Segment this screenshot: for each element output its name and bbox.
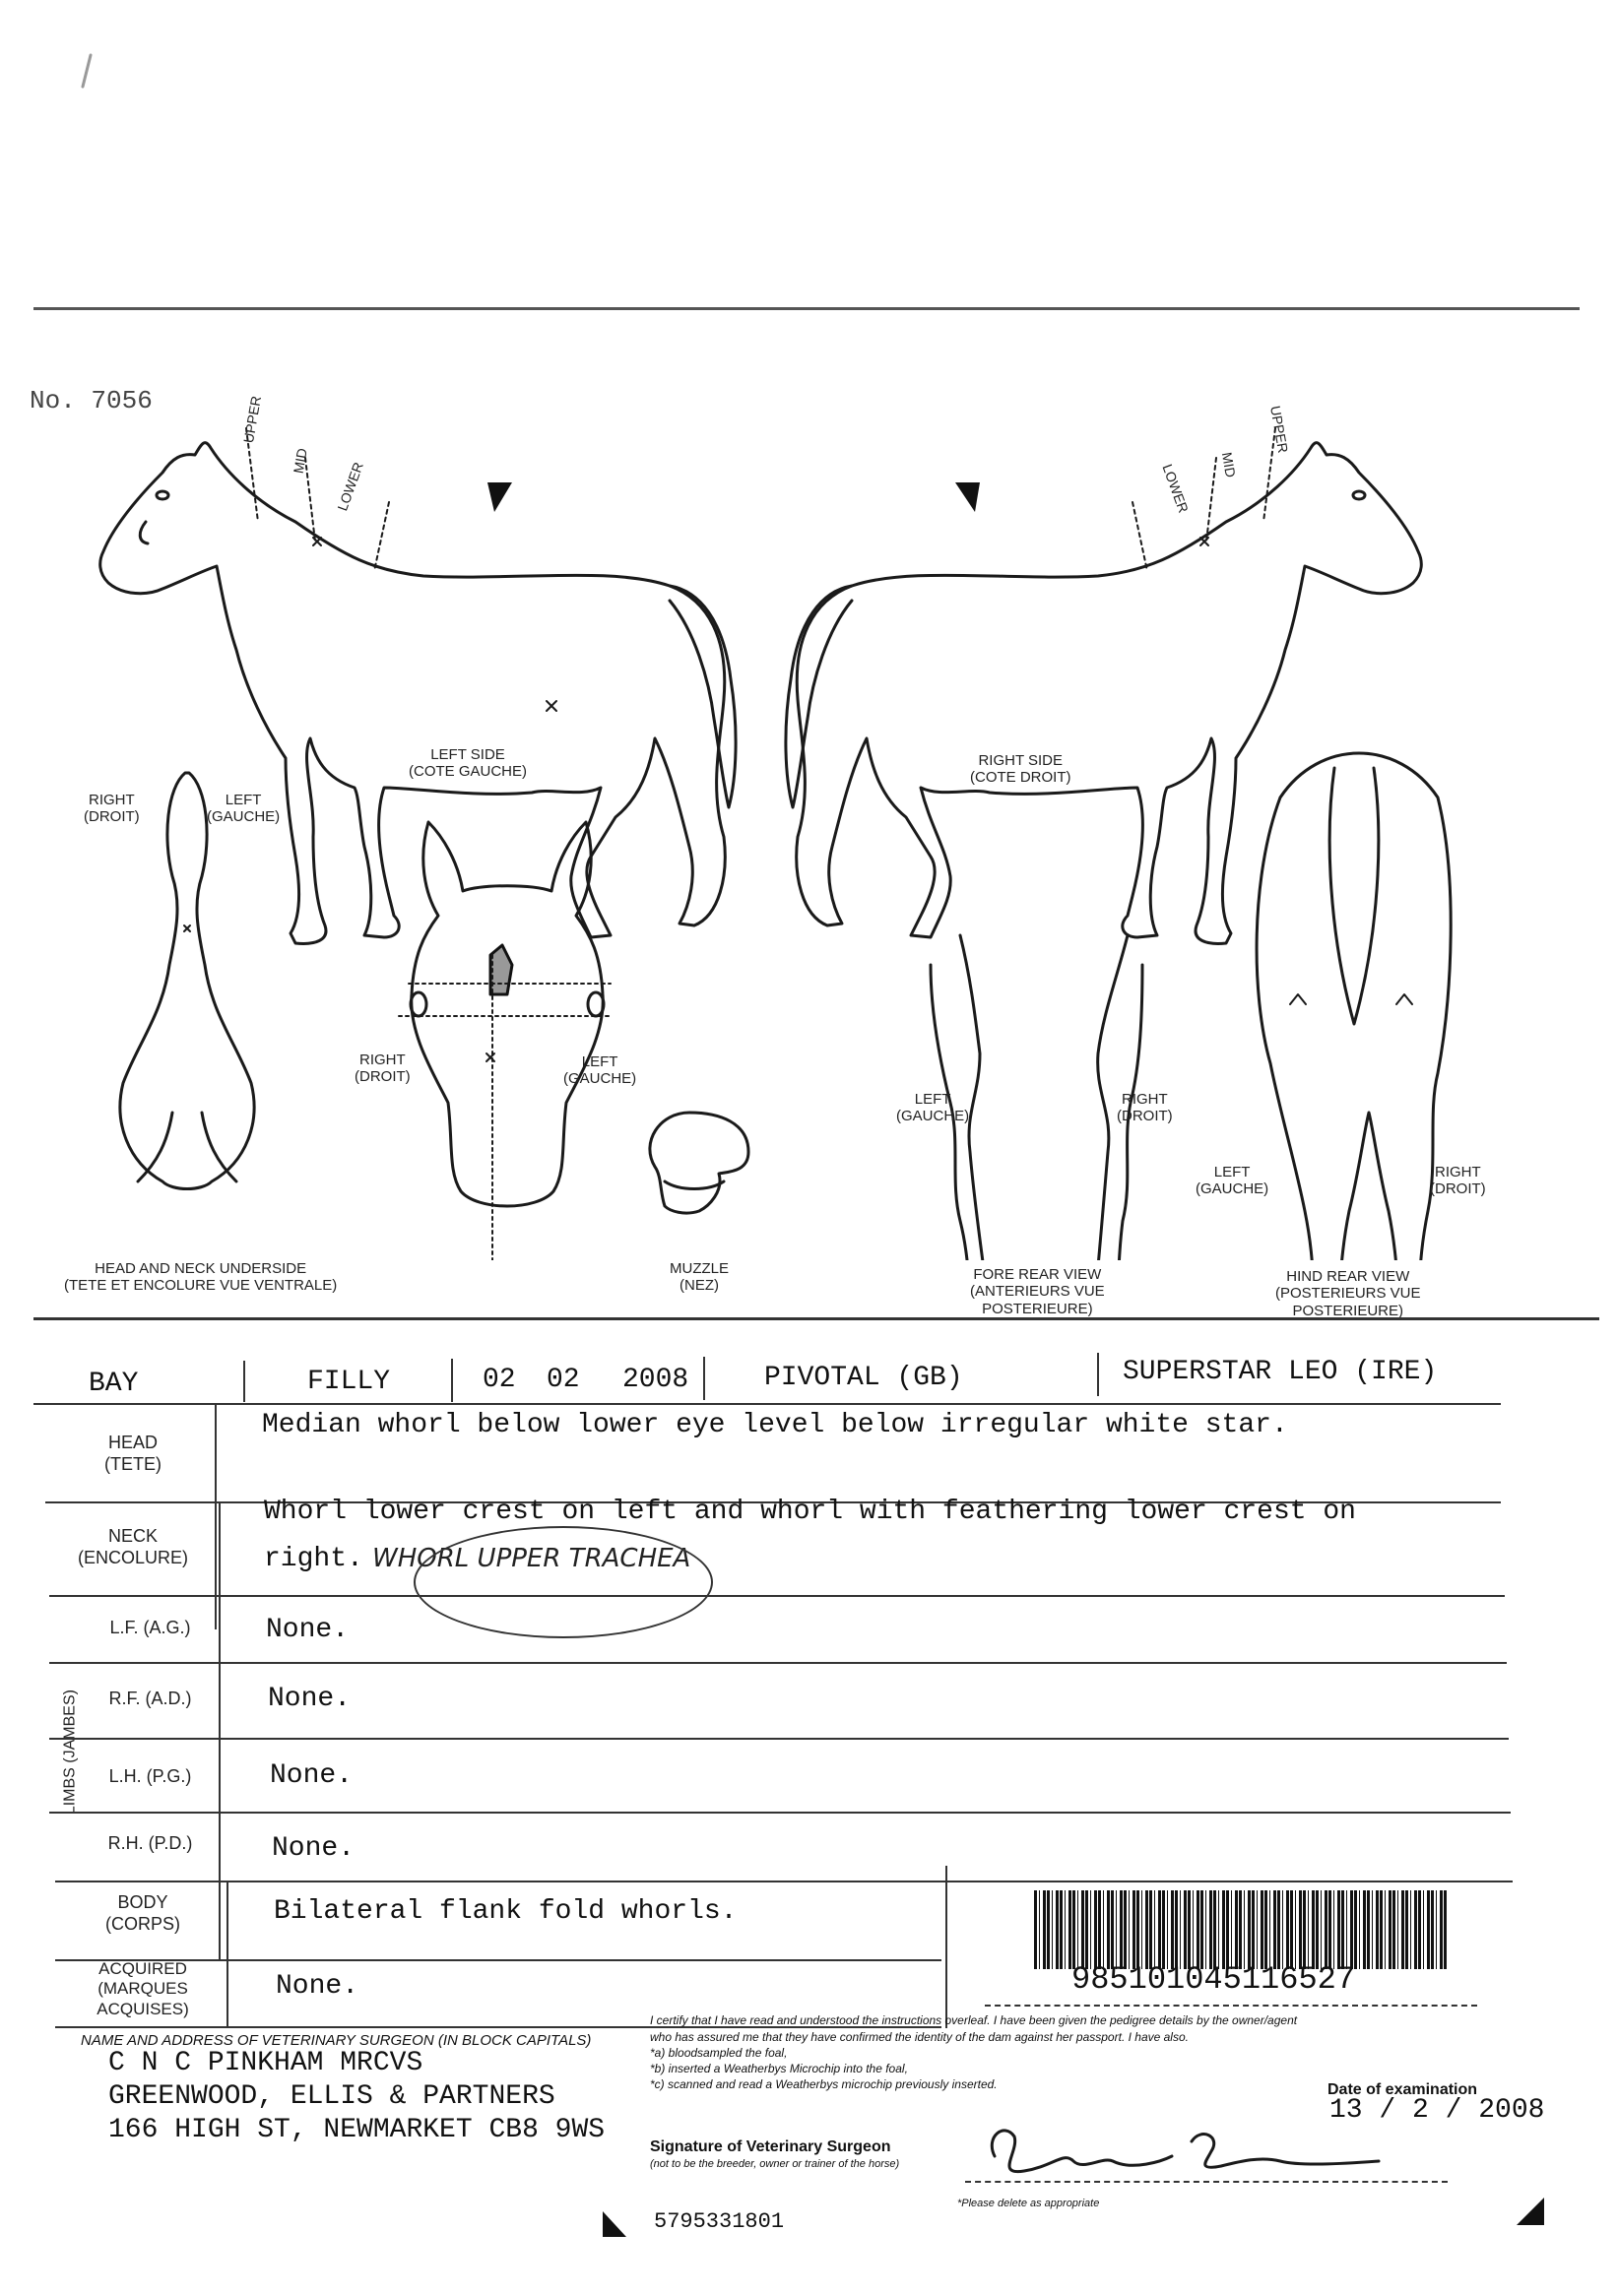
certify-4: *b) inserted a Weatherbys Microchip into the foal, <box>650 2062 908 2075</box>
fore-rear-caption: FORE REAR VIEW (ANTERIEURS VUE POSTERIEURE) <box>970 1266 1105 1317</box>
date-exam-label: Date of examination <box>1327 2081 1478 2098</box>
dob-day: 02 <box>483 1365 516 1395</box>
head-front <box>399 822 611 1260</box>
microchip-rule <box>985 2005 1477 2007</box>
neck-value-2: right. <box>264 1544 363 1574</box>
please-delete: *Please delete as appropriate <box>957 2198 1100 2209</box>
signature-sub: (not to be the breeder, owner or trainer of the horse) <box>650 2158 900 2170</box>
left-upper-label: UPPER <box>240 394 265 445</box>
hind-rear-view <box>1257 753 1451 1260</box>
fore-left-caption: LEFT (GAUCHE) <box>896 1091 970 1125</box>
neck-handwritten-note: WHORL UPPER TRACHEA <box>372 1544 691 1573</box>
vet-line-3: 166 HIGH ST, NEWMARKET CB8 9WS <box>108 2115 606 2145</box>
certify-5: *c) scanned and read a Weatherbys microchip previously inserted. <box>650 2077 998 2091</box>
muzzle-caption: MUZZLE (NEZ) <box>670 1260 729 1295</box>
rh-label: R.H. (P.D.) <box>107 1833 193 1853</box>
colour-value: BAY <box>89 1369 139 1399</box>
body-label: BODY (CORPS) <box>105 1892 180 1934</box>
hind-rear-caption: HIND REAR VIEW (POSTERIEURS VUE POSTERIEURE) <box>1275 1268 1421 1319</box>
head-label: HEAD (TETE) <box>104 1433 162 1474</box>
certify-1: I certify that I have read and understood the instructions overleaf. I have been given the pedigree details by the owner/agent <box>650 2013 1298 2027</box>
acquired-label-divider <box>227 1881 228 2028</box>
details-divider-2 <box>451 1359 453 1402</box>
neck-label-divider <box>219 1501 221 1595</box>
lf-rule <box>49 1662 1507 1664</box>
underside-left-caption: LEFT (GAUCHE) <box>207 792 281 826</box>
rf-value: None. <box>268 1684 352 1714</box>
top-rule <box>33 307 1580 310</box>
signature-rule <box>965 2181 1448 2183</box>
barcode-box-divider <box>945 1866 947 2028</box>
rh-value: None. <box>272 1833 356 1864</box>
certify-2: who has assured me that they have confirmed the identity of the dam against her passport. I have also. <box>650 2030 1189 2044</box>
right-upper-label: UPPER <box>1267 404 1292 455</box>
lf-label: L.F. (A.G.) <box>109 1618 191 1637</box>
rh-rule <box>55 1881 1513 1882</box>
left-side-horse <box>100 428 736 943</box>
left-mid-label: MID <box>290 447 310 476</box>
acquired-value: None. <box>276 1971 359 2002</box>
vet-line-2: GREENWOOD, ELLIS & PARTNERS <box>108 2081 555 2112</box>
neck-rule <box>49 1595 1505 1597</box>
dob-month: 02 <box>547 1365 580 1395</box>
details-top-rule <box>33 1317 1599 1320</box>
top-pen-mark <box>77 51 97 91</box>
limbs-label-divider <box>219 1595 221 1959</box>
form-serial: 5795331801 <box>654 2209 785 2234</box>
head-neck-underside <box>120 773 254 1189</box>
head-right-caption: RIGHT (DROIT) <box>355 1052 411 1086</box>
dam-value: SUPERSTAR LEO (IRE) <box>1123 1357 1438 1387</box>
fore-right-caption: RIGHT (DROIT) <box>1117 1091 1173 1125</box>
signature-scribble <box>965 2117 1408 2196</box>
stamp-oval <box>414 1526 713 1638</box>
lf-value: None. <box>266 1615 350 1645</box>
hind-left-caption: LEFT (GAUCHE) <box>1196 1164 1269 1198</box>
details-divider-1 <box>243 1361 245 1402</box>
vet-heading: NAME AND ADDRESS OF VETERINARY SURGEON (IN BLOCK CAPITALS) <box>81 2032 592 2049</box>
serial-arrow <box>603 2211 626 2237</box>
details-divider-3 <box>703 1357 705 1400</box>
rf-rule <box>49 1738 1509 1740</box>
vet-line-1: C N C PINKHAM MRCVS <box>108 2048 423 2078</box>
dob-year: 2008 <box>622 1365 689 1395</box>
date-exam-value: 13 / 2 / 2008 <box>1329 2095 1545 2126</box>
neck-value-1: Whorl lower crest on left and whorl with feathering lower crest on <box>264 1497 1356 1527</box>
microchip-number: 985101045116527 <box>1071 1961 1356 1998</box>
muzzle <box>650 1113 748 1213</box>
head-left-caption: LEFT (GAUCHE) <box>563 1053 637 1088</box>
details-divider-4 <box>1097 1353 1099 1396</box>
right-lower-label: LOWER <box>1159 462 1193 515</box>
right-side-caption: RIGHT SIDE (COTE DROIT) <box>970 752 1071 787</box>
lh-rule <box>49 1812 1511 1814</box>
hind-right-caption: RIGHT (DROIT) <box>1430 1164 1486 1198</box>
form-number: No. 7056 <box>30 386 153 415</box>
sex-value: FILLY <box>307 1367 391 1397</box>
rf-label: R.F. (A.D.) <box>108 1689 192 1708</box>
limbs-label: LIMBS (JAMBES) <box>61 1690 79 1816</box>
head-value: Median whorl below lower eye level below irregular white star. <box>262 1410 1288 1440</box>
microchip-barcode <box>1034 1890 1448 1969</box>
certify-3: *a) bloodsampled the foal, <box>650 2046 788 2060</box>
lh-label: L.H. (P.G.) <box>108 1766 192 1786</box>
neck-label: NECK (ENCOLURE) <box>77 1526 188 1567</box>
body-value: Bilateral flank fold whorls. <box>274 1896 738 1927</box>
underside-caption: HEAD AND NECK UNDERSIDE (TETE ET ENCOLURE VUE VENTRALE) <box>64 1260 338 1295</box>
acquired-label: ACQUIRED (MARQUES ACQUISES) <box>97 1959 189 2018</box>
right-mid-label: MID <box>1218 451 1239 479</box>
left-lower-label: LOWER <box>334 460 366 513</box>
details-bottom-rule <box>33 1403 1501 1405</box>
sire-value: PIVOTAL (GB) <box>764 1363 963 1393</box>
right-side-horse <box>786 428 1421 943</box>
underside-right-caption: RIGHT (DROIT) <box>84 792 140 826</box>
lh-value: None. <box>270 1760 354 1791</box>
signature-label: Signature of Veterinary Surgeon <box>650 2138 891 2155</box>
left-side-caption: LEFT SIDE (COTE GAUCHE) <box>409 746 527 781</box>
corner-arrow <box>1517 2198 1544 2225</box>
